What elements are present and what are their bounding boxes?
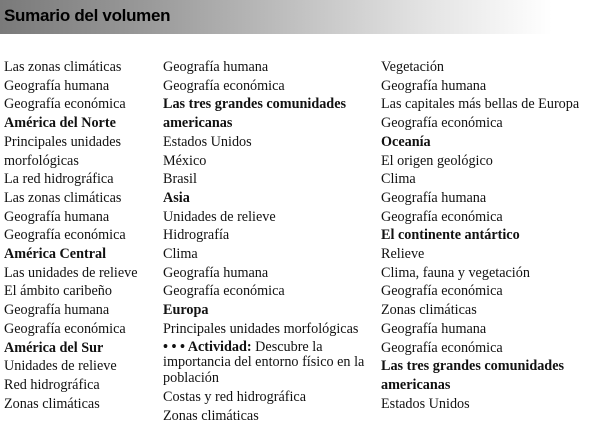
contents-entry: Unidades de relieve <box>163 208 276 225</box>
contents-entry: México <box>163 152 207 169</box>
contents-column-2 <box>163 58 378 426</box>
contents-entry: Geografía económica <box>163 283 285 300</box>
section-heading: Asia <box>163 189 190 206</box>
contents-entry: Geografía humana <box>4 302 110 319</box>
contents-entry: Estados Unidos <box>163 133 252 150</box>
contents-entry: morfológicas <box>4 152 79 169</box>
section-heading: América Central <box>4 246 107 263</box>
page-title: Sumario del volumen <box>4 6 171 25</box>
contents-entry: Relieve <box>381 246 425 263</box>
contents-entry: Geografía humana <box>163 59 269 75</box>
contents-entry: Zonas climáticas <box>163 408 259 425</box>
contents-entry: Geografía humana <box>381 189 487 206</box>
contents-entry: Clima <box>381 171 416 188</box>
contents-entry: Geografía económica <box>4 227 126 244</box>
contents-entry: Vegetación <box>381 59 445 75</box>
contents-entry: Geografía humana <box>381 77 487 94</box>
contents-entry: Geografía económica <box>381 339 503 356</box>
contents-entry: Geografía humana <box>381 320 487 337</box>
contents-entry: El ámbito caribeño <box>4 283 112 300</box>
contents-entry: Geografía humana <box>4 208 110 225</box>
contents-column-3 <box>381 58 599 413</box>
contents-entry: Hidrografía <box>163 227 230 244</box>
contents-entry: Las zonas climáticas <box>4 189 122 206</box>
section-heading: Oceanía <box>381 133 431 150</box>
contents-entry: Las capitales más bellas de Europa <box>381 96 580 113</box>
contents-entry: La red hidrográfica <box>4 171 114 188</box>
contents-entry: Clima, fauna y vegetación <box>381 264 530 281</box>
contents-entry: Geografía económica <box>4 96 126 113</box>
contents-entry: Geografía humana <box>163 264 269 281</box>
contents-entry: Las zonas climáticas <box>4 59 122 75</box>
contents-entry: Las unidades de relieve <box>4 264 138 281</box>
contents-entry: Geografía económica <box>163 77 285 94</box>
contents-column-1 <box>4 58 162 413</box>
section-heading: Las tres grandes comunidades <box>163 96 347 113</box>
contents-entry: Geografía económica <box>381 115 503 132</box>
contents-entry: Estados Unidos <box>381 395 470 412</box>
section-heading: Europa <box>163 302 209 319</box>
activity-text: Descubre la importancia del entorno físico en la población <box>163 338 365 386</box>
contents-entry: Zonas climáticas <box>4 395 100 412</box>
contents-entry: Costas y red hidrográfica <box>163 389 307 406</box>
contents-entry: Geografía humana <box>4 77 110 94</box>
contents-entry: El origen geológico <box>381 152 493 169</box>
contents-entry: Red hidrográfica <box>4 376 100 393</box>
contents-entry: Geografía económica <box>4 320 126 337</box>
section-heading: El continente antártico <box>381 227 520 244</box>
activity-entry <box>163 340 378 387</box>
contents-entry: Unidades de relieve <box>4 358 117 375</box>
activity-label: • • • Actividad: <box>163 338 252 355</box>
contents-entry: Brasil <box>163 171 197 188</box>
section-heading: América del Norte <box>4 115 116 132</box>
section-heading: América del Sur <box>4 339 104 356</box>
contents-entry: Principales unidades <box>4 133 122 150</box>
contents-entry: Principales unidades morfológicas <box>163 320 359 337</box>
contents-entry: Clima <box>163 246 198 263</box>
header-banner <box>0 0 600 34</box>
contents-entry: Geografía económica <box>381 208 503 225</box>
section-heading: americanas <box>163 115 233 132</box>
section-heading: americanas <box>381 376 451 393</box>
contents-entry: Zonas climáticas <box>381 302 477 319</box>
section-heading: Las tres grandes comunidades <box>381 358 565 375</box>
contents-entry: Geografía económica <box>381 283 503 300</box>
